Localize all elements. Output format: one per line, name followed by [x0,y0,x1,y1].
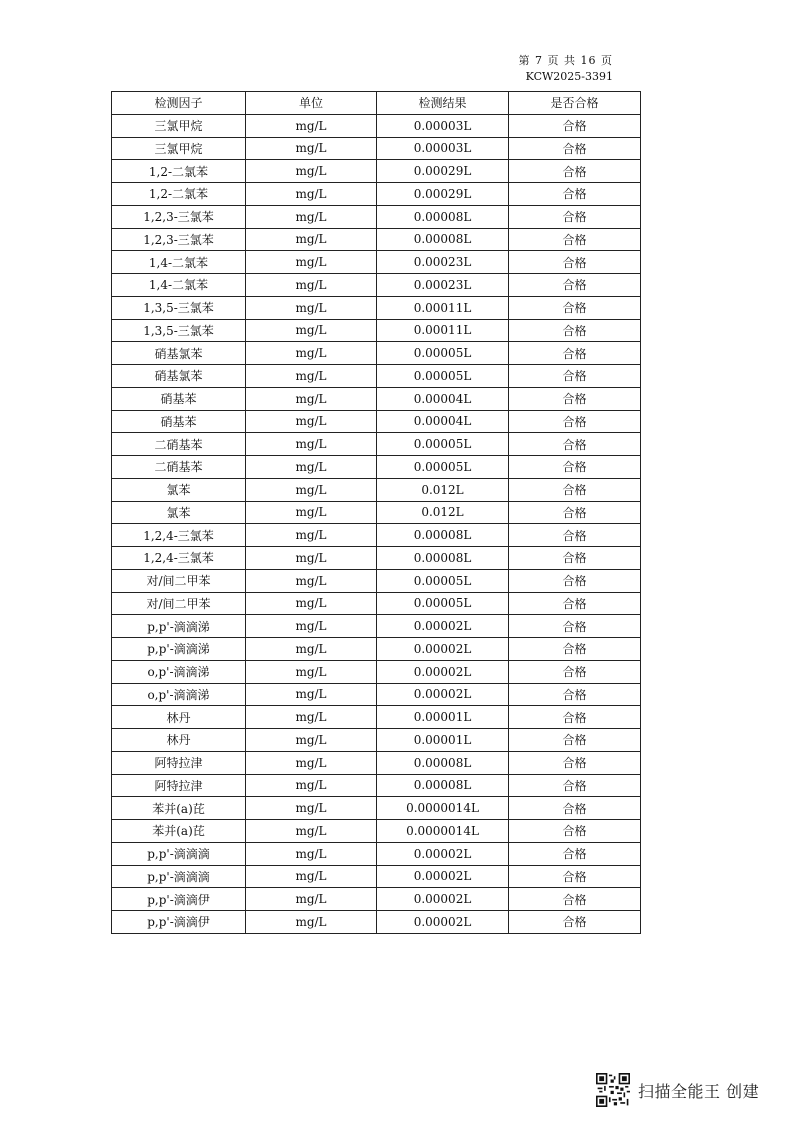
cell-qualified: 合格 [509,820,641,843]
cell-factor: 硝基氯苯 [112,342,246,365]
cell-unit: mg/L [246,683,377,706]
cell-qualified: 合格 [509,410,641,433]
cell-result: 0.012L [377,501,509,524]
cell-result: 0.00001L [377,729,509,752]
cell-unit: mg/L [246,729,377,752]
cell-unit: mg/L [246,820,377,843]
cell-unit: mg/L [246,888,377,911]
table-body [112,114,641,933]
cell-unit: mg/L [246,524,377,547]
table-row [112,387,641,410]
cell-qualified: 合格 [509,774,641,797]
cell-qualified: 合格 [509,114,641,137]
table-row [112,137,641,160]
cell-factor: 苯并(a)芘 [112,820,246,843]
cell-qualified: 合格 [509,592,641,615]
cell-factor: o,p'-滴滴涕 [112,683,246,706]
table-row [112,160,641,183]
cell-result: 0.00005L [377,592,509,615]
cell-qualified: 合格 [509,319,641,342]
cell-unit: mg/L [246,501,377,524]
cell-qualified: 合格 [509,547,641,570]
cell-factor: 1,3,5-三氯苯 [112,296,246,319]
cell-unit: mg/L [246,137,377,160]
cell-unit: mg/L [246,342,377,365]
table-row [112,774,641,797]
table-row [112,342,641,365]
table-row [112,228,641,251]
cell-unit: mg/L [246,911,377,934]
cell-unit: mg/L [246,296,377,319]
cell-factor: p,p'-滴滴涕 [112,615,246,638]
table-header-row [112,92,641,115]
cell-result: 0.012L [377,478,509,501]
cell-unit: mg/L [246,183,377,206]
cell-factor: 林丹 [112,706,246,729]
cell-result: 0.0000014L [377,797,509,820]
cell-result: 0.00003L [377,114,509,137]
cell-qualified: 合格 [509,842,641,865]
cell-factor: 1,2,3-三氯苯 [112,205,246,228]
cell-qualified: 合格 [509,433,641,456]
table-row [112,410,641,433]
cell-result: 0.00002L [377,615,509,638]
cell-result: 0.00023L [377,274,509,297]
page-header [413,53,613,85]
qr-code-icon [596,1073,630,1107]
cell-unit: mg/L [246,387,377,410]
cell-qualified: 合格 [509,865,641,888]
table-row [112,296,641,319]
cell-qualified: 合格 [509,911,641,934]
table-row [112,456,641,479]
cell-result: 0.00029L [377,183,509,206]
cell-result: 0.00008L [377,751,509,774]
cell-factor: 阿特拉津 [112,751,246,774]
cell-qualified: 合格 [509,615,641,638]
cell-factor: 氯苯 [112,501,246,524]
cell-factor: 二硝基苯 [112,456,246,479]
cell-result: 0.00008L [377,228,509,251]
cell-factor: 对/间二甲苯 [112,592,246,615]
table-row [112,615,641,638]
cell-result: 0.00023L [377,251,509,274]
cell-result: 0.00001L [377,706,509,729]
table-row [112,114,641,137]
cell-result: 0.00002L [377,911,509,934]
cell-factor: 氯苯 [112,478,246,501]
column-header-qualified: 是否合格 [509,92,641,115]
cell-qualified: 合格 [509,228,641,251]
cell-qualified: 合格 [509,888,641,911]
table-row [112,251,641,274]
cell-result: 0.00002L [377,888,509,911]
cell-unit: mg/L [246,774,377,797]
table-row [112,911,641,934]
cell-qualified: 合格 [509,183,641,206]
cell-qualified: 合格 [509,387,641,410]
cell-result: 0.00008L [377,524,509,547]
cell-qualified: 合格 [509,797,641,820]
table-row [112,274,641,297]
cell-result: 0.00011L [377,296,509,319]
cell-unit: mg/L [246,478,377,501]
cell-factor: o,p'-滴滴涕 [112,660,246,683]
table-row [112,888,641,911]
cell-factor: p,p'-滴滴伊 [112,888,246,911]
cell-factor: 1,4-二氯苯 [112,274,246,297]
table-row [112,865,641,888]
cell-factor: 三氯甲烷 [112,114,246,137]
table-row [112,319,641,342]
cell-qualified: 合格 [509,137,641,160]
cell-unit: mg/L [246,615,377,638]
cell-factor: p,p'-滴滴涕 [112,638,246,661]
cell-unit: mg/L [246,160,377,183]
cell-result: 0.00005L [377,433,509,456]
cell-result: 0.00004L [377,387,509,410]
cell-factor: p,p'-滴滴滴 [112,865,246,888]
cell-unit: mg/L [246,842,377,865]
cell-qualified: 合格 [509,251,641,274]
cell-qualified: 合格 [509,160,641,183]
cell-result: 0.00008L [377,205,509,228]
table-row [112,478,641,501]
table-row [112,547,641,570]
table-row [112,797,641,820]
cell-unit: mg/L [246,706,377,729]
cell-factor: 硝基氯苯 [112,365,246,388]
report-number: KCW2025-3391 [525,70,613,83]
results-table [111,91,641,934]
cell-result: 0.00002L [377,638,509,661]
table-row [112,842,641,865]
cell-qualified: 合格 [509,569,641,592]
cell-result: 0.00011L [377,319,509,342]
table-row [112,365,641,388]
column-header-result: 检测结果 [377,92,509,115]
cell-unit: mg/L [246,433,377,456]
cell-qualified: 合格 [509,638,641,661]
cell-result: 0.00002L [377,660,509,683]
cell-qualified: 合格 [509,501,641,524]
column-header-factor: 检测因子 [112,92,246,115]
cell-qualified: 合格 [509,729,641,752]
cell-factor: 苯并(a)芘 [112,797,246,820]
cell-result: 0.00002L [377,842,509,865]
cell-unit: mg/L [246,797,377,820]
cell-unit: mg/L [246,569,377,592]
table-row [112,569,641,592]
table-row [112,751,641,774]
scanner-watermark [596,1072,759,1108]
cell-factor: 1,2-二氯苯 [112,183,246,206]
cell-qualified: 合格 [509,456,641,479]
table-row [112,683,641,706]
cell-unit: mg/L [246,251,377,274]
cell-factor: 硝基苯 [112,410,246,433]
cell-unit: mg/L [246,365,377,388]
cell-result: 0.0000014L [377,820,509,843]
table-row [112,820,641,843]
cell-unit: mg/L [246,865,377,888]
cell-factor: 1,2,4-三氯苯 [112,547,246,570]
cell-factor: 二硝基苯 [112,433,246,456]
cell-qualified: 合格 [509,365,641,388]
watermark-text: 扫描全能王 创建 [638,1081,760,1101]
cell-factor: 1,2,4-三氯苯 [112,524,246,547]
cell-qualified: 合格 [509,706,641,729]
cell-unit: mg/L [246,751,377,774]
cell-unit: mg/L [246,456,377,479]
cell-result: 0.00005L [377,342,509,365]
cell-factor: p,p'-滴滴伊 [112,911,246,934]
table-row [112,183,641,206]
cell-factor: 对/间二甲苯 [112,569,246,592]
cell-factor: p,p'-滴滴滴 [112,842,246,865]
cell-unit: mg/L [246,547,377,570]
cell-result: 0.00003L [377,137,509,160]
cell-factor: 林丹 [112,729,246,752]
cell-factor: 阿特拉津 [112,774,246,797]
cell-result: 0.00029L [377,160,509,183]
cell-factor: 1,4-二氯苯 [112,251,246,274]
table-row [112,638,641,661]
cell-qualified: 合格 [509,751,641,774]
cell-unit: mg/L [246,660,377,683]
cell-qualified: 合格 [509,342,641,365]
table-row [112,729,641,752]
table-row [112,524,641,547]
cell-qualified: 合格 [509,296,641,319]
cell-result: 0.00008L [377,774,509,797]
cell-qualified: 合格 [509,478,641,501]
cell-qualified: 合格 [509,660,641,683]
table-row [112,205,641,228]
cell-factor: 硝基苯 [112,387,246,410]
cell-qualified: 合格 [509,274,641,297]
cell-unit: mg/L [246,228,377,251]
cell-result: 0.00004L [377,410,509,433]
cell-unit: mg/L [246,114,377,137]
cell-qualified: 合格 [509,205,641,228]
cell-result: 0.00005L [377,456,509,479]
cell-unit: mg/L [246,319,377,342]
cell-result: 0.00002L [377,683,509,706]
cell-qualified: 合格 [509,524,641,547]
column-header-unit: 单位 [246,92,377,115]
cell-result: 0.00002L [377,865,509,888]
table-row [112,433,641,456]
cell-result: 0.00005L [377,569,509,592]
page-info: 第 7 页 共 16 页 [518,54,613,67]
cell-qualified: 合格 [509,683,641,706]
cell-unit: mg/L [246,592,377,615]
cell-unit: mg/L [246,410,377,433]
cell-result: 0.00008L [377,547,509,570]
cell-factor: 1,3,5-三氯苯 [112,319,246,342]
cell-unit: mg/L [246,274,377,297]
table-row [112,660,641,683]
cell-factor: 1,2-二氯苯 [112,160,246,183]
cell-factor: 三氯甲烷 [112,137,246,160]
cell-result: 0.00005L [377,365,509,388]
table-row [112,706,641,729]
cell-unit: mg/L [246,638,377,661]
table-row [112,501,641,524]
table-row [112,592,641,615]
cell-unit: mg/L [246,205,377,228]
cell-factor: 1,2,3-三氯苯 [112,228,246,251]
